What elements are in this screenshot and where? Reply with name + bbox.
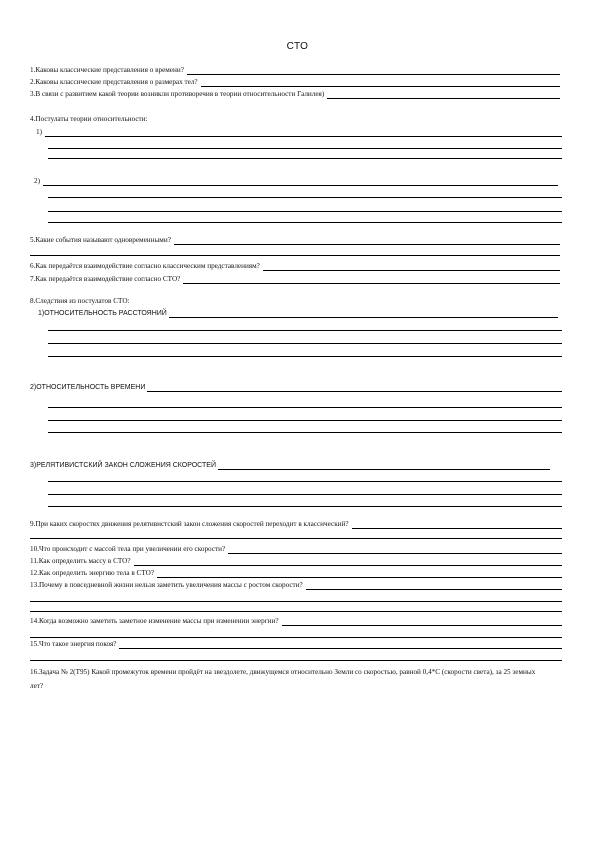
question-13-text: 13.Почему в повседневной жизни нельзя заметить увеличения массы с ростом скорости? xyxy=(30,581,303,589)
question-10 xyxy=(30,545,562,554)
answer-line[interactable] xyxy=(169,309,558,318)
answer-line[interactable] xyxy=(327,90,560,99)
consequence-1-label: 1)ОТНОСИТЕЛЬНОСТЬ РАССТОЯНИЙ xyxy=(38,310,167,317)
answer-line[interactable] xyxy=(48,481,562,482)
answer-line[interactable] xyxy=(263,262,560,271)
answer-line[interactable] xyxy=(48,330,562,331)
answer-line[interactable] xyxy=(201,78,560,87)
answer-line[interactable] xyxy=(119,640,562,649)
question-2 xyxy=(30,78,560,87)
answer-line[interactable] xyxy=(48,420,562,421)
question-1-text: 1.Каковы классические представления о времени? xyxy=(30,66,184,74)
answer-line[interactable] xyxy=(183,275,560,284)
consequence-3-label: 3)РЕЛЯТИВИСТСКИЙ ЗАКОН СЛОЖЕНИЯ СКОРОСТЕЙ xyxy=(30,462,216,469)
answer-line[interactable] xyxy=(30,611,562,612)
answer-line[interactable] xyxy=(45,128,562,137)
question-11-text: 11.Как определить массу в СТО? xyxy=(30,557,131,565)
answer-line[interactable] xyxy=(147,383,562,392)
question-2-text: 2.Каковы классические представления о размерах тел? xyxy=(30,78,198,86)
answer-line[interactable] xyxy=(157,569,562,578)
answer-line[interactable] xyxy=(134,557,562,566)
postulate-2-label: 2) xyxy=(34,177,40,185)
postulate-1 xyxy=(36,128,562,137)
question-13 xyxy=(30,581,562,590)
consequence-3 xyxy=(30,461,550,470)
question-5-text: 5.Какие события называют одновременными? xyxy=(30,236,171,244)
answer-line[interactable] xyxy=(48,407,562,408)
answer-line[interactable] xyxy=(282,617,562,626)
question-11 xyxy=(30,557,562,566)
answer-line[interactable] xyxy=(218,461,550,470)
page-title: СТО xyxy=(286,41,309,52)
answer-line[interactable] xyxy=(48,432,562,433)
question-10-text: 10.Что происходит с массой тела при увеличении его скорости? xyxy=(30,545,226,553)
question-4-text: 4.Постулаты теории относительности: xyxy=(30,115,148,123)
question-16-text: 16.Задача № 2(Т95) Какой промежуток времени пройдёт на звездолете, движущемся относительно Земли со скоростью, равной 0,4*С (скорости света), за 25 земных лет? xyxy=(30,668,536,690)
answer-line[interactable] xyxy=(228,545,562,554)
answer-line[interactable] xyxy=(48,222,562,223)
question-12 xyxy=(30,569,562,578)
answer-line[interactable] xyxy=(48,197,562,198)
answer-line[interactable] xyxy=(174,236,560,245)
answer-line[interactable] xyxy=(48,211,562,212)
answer-line[interactable] xyxy=(187,66,560,75)
answer-line[interactable] xyxy=(30,601,562,602)
question-3 xyxy=(30,90,560,99)
answer-line[interactable] xyxy=(306,581,562,590)
answer-line[interactable] xyxy=(48,494,562,495)
question-9 xyxy=(30,520,562,529)
consequence-1 xyxy=(38,309,558,318)
question-6 xyxy=(30,262,560,271)
question-14-text: 14.Когда возможно заметить заметное изменение массы при изменении энергии? xyxy=(30,617,279,625)
answer-line[interactable] xyxy=(48,356,562,357)
question-7 xyxy=(30,275,560,284)
answer-line[interactable] xyxy=(48,343,562,344)
answer-line[interactable] xyxy=(43,177,558,186)
answer-line[interactable] xyxy=(352,520,562,529)
question-9-text: 9.При каких скоростях движения релятивистский закон сложения скоростей переходит в классический? xyxy=(30,520,349,528)
answer-line[interactable] xyxy=(48,506,562,507)
postulate-1-label: 1) xyxy=(36,128,42,136)
question-3-text: 3.В связи с развитием какой теории возникли противоречия в теории относительности Галилея) xyxy=(30,90,325,98)
consequence-2-label: 2)ОТНОСИТЕЛЬНОСТЬ ВРЕМЕНИ xyxy=(30,384,146,391)
question-5 xyxy=(30,236,560,245)
answer-line[interactable] xyxy=(48,148,562,149)
question-6-text: 6.Как передаётся взаимодействие согласно классическим представлениям? xyxy=(30,262,260,270)
consequence-2 xyxy=(30,383,562,392)
question-14 xyxy=(30,617,562,626)
answer-line[interactable] xyxy=(30,637,562,638)
postulate-2 xyxy=(34,177,558,186)
answer-line[interactable] xyxy=(30,660,562,661)
question-15 xyxy=(30,640,562,649)
question-1 xyxy=(30,66,560,75)
question-12-text: 12.Как определить энергию тела в СТО? xyxy=(30,569,155,577)
question-7-text: 7.Как передаётся взаимодействие согласно СТО? xyxy=(30,275,181,283)
answer-line[interactable] xyxy=(30,255,560,256)
answer-line[interactable] xyxy=(48,158,562,159)
question-15-text: 15.Что такое энергия покоя? xyxy=(30,640,117,648)
answer-line[interactable] xyxy=(30,538,562,539)
question-8-text: 8.Следствия из постулатов СТО: xyxy=(30,297,130,305)
